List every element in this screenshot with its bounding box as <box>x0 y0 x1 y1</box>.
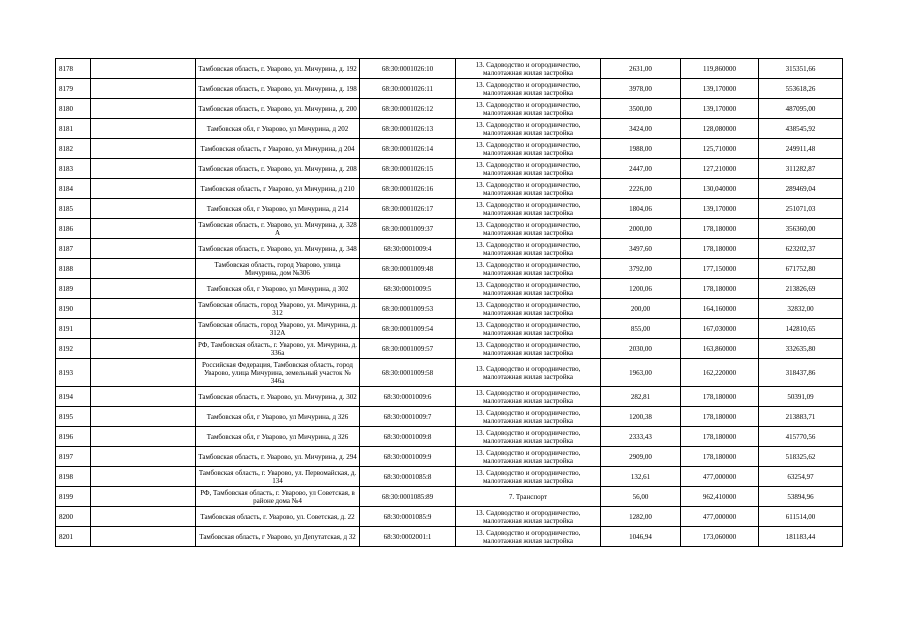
cadastral-number-cell: 68:30:0001085:8 <box>360 467 456 487</box>
land-use-cell: 13. Садоводство и огородничество, малоэтажная жилая застройка <box>456 299 601 319</box>
land-use-cell: 13. Садоводство и огородничество, малоэтажная жилая застройка <box>456 79 601 99</box>
row-number-cell: 8189 <box>56 279 91 299</box>
address-cell: Тамбовская область, г. Уварово, ул. Первомайская, д. 134 <box>196 467 360 487</box>
empty-cell <box>91 487 196 507</box>
cadastral-number-cell: 68:30:0001009:4 <box>360 239 456 259</box>
specific-value-cell: 178,180000 <box>681 279 759 299</box>
land-use-cell: 13. Садоводство и огородничество, малоэтажная жилая застройка <box>456 467 601 487</box>
table-row <box>56 359 843 387</box>
land-use-cell: 13. Садоводство и огородничество, малоэтажная жилая застройка <box>456 427 601 447</box>
area-cell: 3978,00 <box>601 79 681 99</box>
cadastral-number-cell: 68:30:0001026:13 <box>360 119 456 139</box>
land-use-cell: 13. Садоводство и огородничество, малоэтажная жилая застройка <box>456 139 601 159</box>
table-row <box>56 467 843 487</box>
cadastral-value-cell: 671752,80 <box>759 259 843 279</box>
specific-value-cell: 163,860000 <box>681 339 759 359</box>
cadastral-number-cell: 68:30:0001026:17 <box>360 199 456 219</box>
table-row <box>56 199 843 219</box>
cadastral-number-cell: 68:30:0001026:12 <box>360 99 456 119</box>
area-cell: 1200,38 <box>601 407 681 427</box>
table-row <box>56 79 843 99</box>
table-row <box>56 99 843 119</box>
land-use-cell: 13. Садоводство и огородничество, малоэтажная жилая застройка <box>456 119 601 139</box>
area-cell: 56,00 <box>601 487 681 507</box>
empty-cell <box>91 279 196 299</box>
address-cell: Тамбовская область, город Уварово, ул. Мичурина, д. 312А <box>196 319 360 339</box>
specific-value-cell: 178,180000 <box>681 447 759 467</box>
empty-cell <box>91 447 196 467</box>
address-cell: Тамбовская обл, г Уварово, ул Мичурина, д 214 <box>196 199 360 219</box>
cadastral-value-cell: 53894,96 <box>759 487 843 507</box>
empty-cell <box>91 239 196 259</box>
specific-value-cell: 162,220000 <box>681 359 759 387</box>
cadastral-value-cell: 213826,69 <box>759 279 843 299</box>
cadastral-number-cell: 68:30:0002001:1 <box>360 527 456 547</box>
table-row <box>56 407 843 427</box>
cadastral-number-cell: 68:30:0001009:9 <box>360 447 456 467</box>
row-number-cell: 8182 <box>56 139 91 159</box>
area-cell: 1200,06 <box>601 279 681 299</box>
cadastral-value-cell: 553618,26 <box>759 79 843 99</box>
address-cell: Тамбовская обл, г Уварово, ул Мичурина, д 326 <box>196 407 360 427</box>
address-cell: Тамбовская область, г. Уварово, ул. Мичурина, д. 192 <box>196 59 360 79</box>
row-number-cell: 8190 <box>56 299 91 319</box>
cadastral-value-cell: 623202,37 <box>759 239 843 259</box>
specific-value-cell: 139,170000 <box>681 79 759 99</box>
address-cell: Тамбовская область, г. Уварово, ул. Мичурина, д. 348 <box>196 239 360 259</box>
cadastral-value-cell: 487095,00 <box>759 99 843 119</box>
cadastral-number-cell: 68:30:0001009:58 <box>360 359 456 387</box>
land-use-cell: 13. Садоводство и огородничество, малоэтажная жилая застройка <box>456 219 601 239</box>
cadastral-number-cell: 68:30:0001009:54 <box>360 319 456 339</box>
row-number-cell: 8200 <box>56 507 91 527</box>
cadastral-value-cell: 332635,80 <box>759 339 843 359</box>
area-cell: 3497,60 <box>601 239 681 259</box>
specific-value-cell: 125,710000 <box>681 139 759 159</box>
table-row <box>56 387 843 407</box>
cadastral-value-cell: 315351,66 <box>759 59 843 79</box>
cadastral-number-cell: 68:30:0001009:57 <box>360 339 456 359</box>
cadastral-number-cell: 68:30:0001026:14 <box>360 139 456 159</box>
area-cell: 200,00 <box>601 299 681 319</box>
empty-cell <box>91 79 196 99</box>
table-row <box>56 119 843 139</box>
specific-value-cell: 178,180000 <box>681 239 759 259</box>
cadastral-value-cell: 438545,92 <box>759 119 843 139</box>
area-cell: 2631,00 <box>601 59 681 79</box>
table-row <box>56 239 843 259</box>
table-row <box>56 507 843 527</box>
address-cell: Тамбовская обл, г Уварово, ул Мичурина, д 302 <box>196 279 360 299</box>
area-cell: 2333,43 <box>601 427 681 447</box>
row-number-cell: 8197 <box>56 447 91 467</box>
specific-value-cell: 477,000000 <box>681 507 759 527</box>
row-number-cell: 8193 <box>56 359 91 387</box>
cadastral-number-cell: 68:30:0001009:6 <box>360 387 456 407</box>
cadastral-number-cell: 68:30:0001009:37 <box>360 219 456 239</box>
land-use-cell: 13. Садоводство и огородничество, малоэтажная жилая застройка <box>456 239 601 259</box>
area-cell: 3792,00 <box>601 259 681 279</box>
address-cell: Тамбовская область, г. Уварово, ул. Мичурина, д. 208 <box>196 159 360 179</box>
empty-cell <box>91 467 196 487</box>
cadastral-number-cell: 68:30:0001085:89 <box>360 487 456 507</box>
row-number-cell: 8199 <box>56 487 91 507</box>
area-cell: 132,61 <box>601 467 681 487</box>
area-cell: 2226,00 <box>601 179 681 199</box>
cadastral-value-cell: 415770,56 <box>759 427 843 447</box>
empty-cell <box>91 219 196 239</box>
cadastral-value-cell: 356360,00 <box>759 219 843 239</box>
cadastral-number-cell: 68:30:0001026:15 <box>360 159 456 179</box>
table-row <box>56 139 843 159</box>
cadastral-value-cell: 518325,62 <box>759 447 843 467</box>
empty-cell <box>91 139 196 159</box>
area-cell: 1988,00 <box>601 139 681 159</box>
table-row <box>56 487 843 507</box>
empty-cell <box>91 427 196 447</box>
table-row <box>56 259 843 279</box>
row-number-cell: 8191 <box>56 319 91 339</box>
cadastral-number-cell: 68:30:0001026:10 <box>360 59 456 79</box>
table-row <box>56 427 843 447</box>
area-cell: 1046,94 <box>601 527 681 547</box>
empty-cell <box>91 387 196 407</box>
empty-cell <box>91 259 196 279</box>
address-cell: Тамбовская область, г Уварово, ул Мичурина, д 210 <box>196 179 360 199</box>
empty-cell <box>91 319 196 339</box>
land-use-cell: 13. Садоводство и огородничество, малоэтажная жилая застройка <box>456 279 601 299</box>
land-use-cell: 13. Садоводство и огородничество, малоэтажная жилая застройка <box>456 527 601 547</box>
table-row <box>56 219 843 239</box>
empty-cell <box>91 299 196 319</box>
table-row <box>56 299 843 319</box>
specific-value-cell: 173,060000 <box>681 527 759 547</box>
cadastral-number-cell: 68:30:0001009:48 <box>360 259 456 279</box>
table-row <box>56 527 843 547</box>
cadastral-value-cell: 50391,09 <box>759 387 843 407</box>
empty-cell <box>91 527 196 547</box>
table-row <box>56 447 843 467</box>
table-row <box>56 279 843 299</box>
specific-value-cell: 178,180000 <box>681 427 759 447</box>
empty-cell <box>91 119 196 139</box>
area-cell: 3424,00 <box>601 119 681 139</box>
row-number-cell: 8183 <box>56 159 91 179</box>
land-use-cell: 13. Садоводство и огородничество, малоэтажная жилая застройка <box>456 159 601 179</box>
specific-value-cell: 177,150000 <box>681 259 759 279</box>
row-number-cell: 8181 <box>56 119 91 139</box>
empty-cell <box>91 179 196 199</box>
table-row <box>56 59 843 79</box>
land-use-cell: 13. Садоводство и огородничество, малоэтажная жилая застройка <box>456 99 601 119</box>
address-cell: Тамбовская область, город Уварово, улица Мичурина, дом №306 <box>196 259 360 279</box>
cadastral-value-cell: 311282,87 <box>759 159 843 179</box>
empty-cell <box>91 159 196 179</box>
area-cell: 855,00 <box>601 319 681 339</box>
table-row <box>56 179 843 199</box>
land-use-cell: 13. Садоводство и огородничество, малоэтажная жилая застройка <box>456 179 601 199</box>
cadastral-value-cell: 63254,97 <box>759 467 843 487</box>
cadastral-value-cell: 142810,65 <box>759 319 843 339</box>
land-use-cell: 13. Садоводство и огородничество, малоэтажная жилая застройка <box>456 259 601 279</box>
row-number-cell: 8180 <box>56 99 91 119</box>
empty-cell <box>91 99 196 119</box>
specific-value-cell: 128,080000 <box>681 119 759 139</box>
empty-cell <box>91 339 196 359</box>
area-cell: 1282,00 <box>601 507 681 527</box>
row-number-cell: 8184 <box>56 179 91 199</box>
cadastral-value-cell: 181183,44 <box>759 527 843 547</box>
cadastral-number-cell: 68:30:0001026:11 <box>360 79 456 99</box>
specific-value-cell: 139,170000 <box>681 199 759 219</box>
specific-value-cell: 178,180000 <box>681 407 759 427</box>
specific-value-cell: 962,410000 <box>681 487 759 507</box>
row-number-cell: 8185 <box>56 199 91 219</box>
empty-cell <box>91 407 196 427</box>
row-number-cell: 8196 <box>56 427 91 447</box>
specific-value-cell: 164,160000 <box>681 299 759 319</box>
land-use-cell: 13. Садоводство и огородничество, малоэтажная жилая застройка <box>456 447 601 467</box>
land-use-cell: 13. Садоводство и огородничество, малоэтажная жилая застройка <box>456 59 601 79</box>
specific-value-cell: 119,860000 <box>681 59 759 79</box>
cadastral-value-cell: 611514,00 <box>759 507 843 527</box>
row-number-cell: 8192 <box>56 339 91 359</box>
cadastral-number-cell: 68:30:0001085:9 <box>360 507 456 527</box>
address-cell: Тамбовская область, г Уварово, ул Мичурина, д 204 <box>196 139 360 159</box>
address-cell: Тамбовская обл, г Уварово, ул Мичурина, д 202 <box>196 119 360 139</box>
cadastral-number-cell: 68:30:0001009:53 <box>360 299 456 319</box>
specific-value-cell: 178,180000 <box>681 387 759 407</box>
address-cell: Тамбовская область, г. Уварово, ул. Мичурина, д. 198 <box>196 79 360 99</box>
address-cell: Тамбовская область, г Уварово, ул Депутатская, д 32 <box>196 527 360 547</box>
land-use-cell: 13. Садоводство и огородничество, малоэтажная жилая застройка <box>456 407 601 427</box>
cadastral-number-cell: 68:30:0001009:7 <box>360 407 456 427</box>
address-cell: РФ, Тамбовская область, г. Уварово, ул Советская, в районе дома №4 <box>196 487 360 507</box>
table-row <box>56 159 843 179</box>
specific-value-cell: 139,170000 <box>681 99 759 119</box>
specific-value-cell: 477,000000 <box>681 467 759 487</box>
area-cell: 3500,00 <box>601 99 681 119</box>
address-cell: РФ, Тамбовская область, г. Уварово, ул. Мичурина, д. 336а <box>196 339 360 359</box>
land-use-cell: 13. Садоводство и огородничество, малоэтажная жилая застройка <box>456 339 601 359</box>
row-number-cell: 8179 <box>56 79 91 99</box>
row-number-cell: 8194 <box>56 387 91 407</box>
cadastral-value-cell: 251071,03 <box>759 199 843 219</box>
row-number-cell: 8201 <box>56 527 91 547</box>
area-cell: 2909,00 <box>601 447 681 467</box>
empty-cell <box>91 359 196 387</box>
table-row <box>56 339 843 359</box>
cadastral-value-cell: 249911,48 <box>759 139 843 159</box>
area-cell: 1963,00 <box>601 359 681 387</box>
specific-value-cell: 167,030000 <box>681 319 759 339</box>
row-number-cell: 8198 <box>56 467 91 487</box>
cadastral-value-cell: 32832,00 <box>759 299 843 319</box>
address-cell: Тамбовская обл, г Уварово, ул Мичурина, д 326 <box>196 427 360 447</box>
specific-value-cell: 127,210000 <box>681 159 759 179</box>
address-cell: Тамбовская область, г. Уварово, ул. Мичурина, д. 294 <box>196 447 360 467</box>
cadastral-number-cell: 68:30:0001009:5 <box>360 279 456 299</box>
row-number-cell: 8178 <box>56 59 91 79</box>
table-row <box>56 319 843 339</box>
address-cell: Российская Федерация, Тамбовская область, город Уварово, улица Мичурина, земельный участок № 346а <box>196 359 360 387</box>
specific-value-cell: 178,180000 <box>681 219 759 239</box>
land-use-cell: 13. Садоводство и огородничество, малоэтажная жилая застройка <box>456 359 601 387</box>
cadastral-value-cell: 318437,86 <box>759 359 843 387</box>
row-number-cell: 8186 <box>56 219 91 239</box>
land-use-cell: 13. Садоводство и огородничество, малоэтажная жилая застройка <box>456 319 601 339</box>
row-number-cell: 8188 <box>56 259 91 279</box>
cadastral-value-cell: 289469,04 <box>759 179 843 199</box>
land-use-cell: 13. Садоводство и огородничество, малоэтажная жилая застройка <box>456 199 601 219</box>
cadastral-number-cell: 68:30:0001009:8 <box>360 427 456 447</box>
empty-cell <box>91 507 196 527</box>
area-cell: 2000,00 <box>601 219 681 239</box>
land-use-cell: 13. Садоводство и огородничество, малоэтажная жилая застройка <box>456 387 601 407</box>
specific-value-cell: 130,040000 <box>681 179 759 199</box>
address-cell: Тамбовская область, г. Уварово, ул. Мичурина, д. 328 А <box>196 219 360 239</box>
empty-cell <box>91 59 196 79</box>
area-cell: 282,81 <box>601 387 681 407</box>
row-number-cell: 8187 <box>56 239 91 259</box>
row-number-cell: 8195 <box>56 407 91 427</box>
cadastral-value-cell: 213883,71 <box>759 407 843 427</box>
land-use-cell: 7. Транспорт <box>456 487 601 507</box>
address-cell: Тамбовская область, г. Уварово, ул. Мичурина, д. 302 <box>196 387 360 407</box>
cadastral-number-cell: 68:30:0001026:16 <box>360 179 456 199</box>
address-cell: Тамбовская область, город Уварово, ул. Мичурина, д. 312 <box>196 299 360 319</box>
area-cell: 2030,00 <box>601 339 681 359</box>
address-cell: Тамбовская область, г. Уварово, ул. Советская, д. 22 <box>196 507 360 527</box>
cadastral-value-table <box>55 58 843 547</box>
area-cell: 1804,06 <box>601 199 681 219</box>
area-cell: 2447,00 <box>601 159 681 179</box>
empty-cell <box>91 199 196 219</box>
land-use-cell: 13. Садоводство и огородничество, малоэтажная жилая застройка <box>456 507 601 527</box>
address-cell: Тамбовская область, г. Уварово, ул. Мичурина, д. 200 <box>196 99 360 119</box>
